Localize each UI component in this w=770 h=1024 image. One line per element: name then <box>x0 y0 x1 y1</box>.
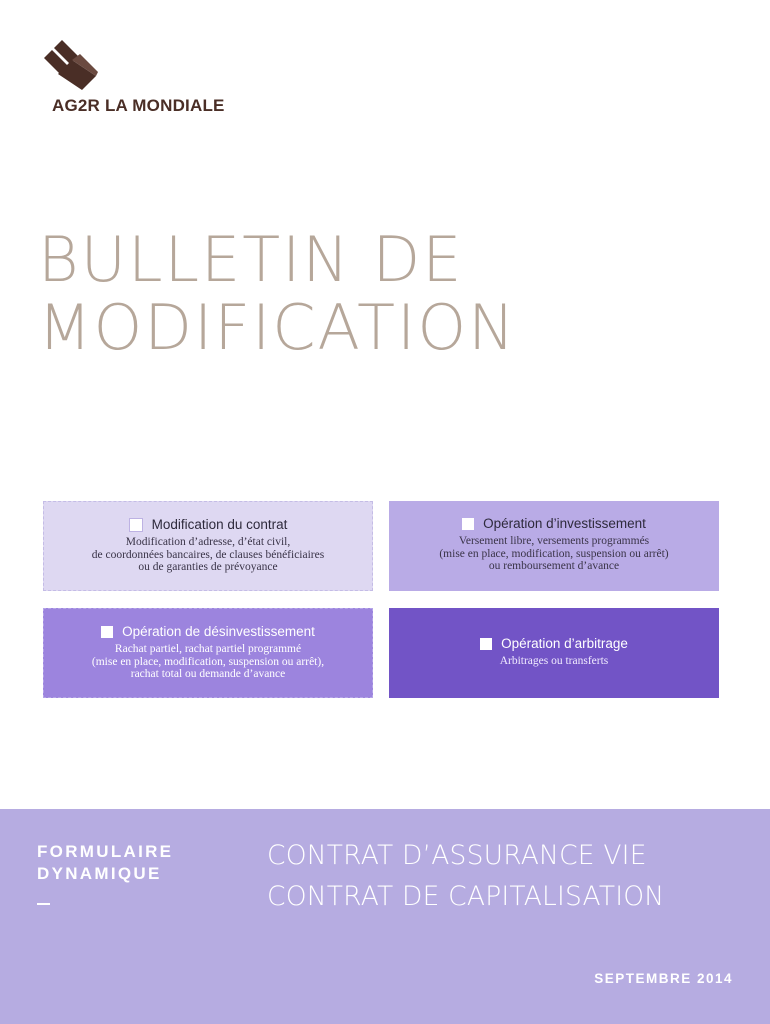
card-heading: Opération d’arbitrage <box>501 636 628 651</box>
checkbox-icon[interactable] <box>101 626 113 638</box>
checkbox-icon[interactable] <box>480 638 492 650</box>
card-heading-row <box>389 636 719 651</box>
form-label <box>37 841 173 885</box>
title-line-1: BULLETIN DE <box>38 223 464 296</box>
card-heading: Modification du contrat <box>151 517 288 532</box>
contract-line-1: CONTRAT D’ASSURANCE VIE <box>267 840 647 871</box>
card-heading: Opération de désinvestissement <box>122 624 315 639</box>
form-label-line-1: FORMULAIRE <box>37 842 174 861</box>
card-operation-desinvestissement[interactable] <box>43 608 373 698</box>
card-heading-row <box>389 516 719 531</box>
publication-date: SEPTEMBRE 2014 <box>594 971 733 986</box>
form-label-line-2: DYNAMIQUE <box>37 864 162 883</box>
brand-logo-icon <box>38 36 102 100</box>
divider-dash <box>37 903 50 905</box>
contract-types <box>267 835 664 917</box>
card-modification-contrat[interactable] <box>43 501 373 591</box>
card-heading-row <box>44 517 372 532</box>
card-description: Versement libre, versements programmés (mise en place, modification, suspension ou arrêt) ou remboursement d’avance <box>439 535 669 572</box>
page-title <box>38 223 517 364</box>
card-operation-investissement[interactable] <box>389 501 719 591</box>
brand-name: AG2R LA MONDIALE <box>52 96 225 115</box>
contract-line-2: CONTRAT DE CAPITALISATION <box>267 881 665 912</box>
card-description: Arbitrages ou transferts <box>499 655 609 667</box>
title-line-2: MODIFICATION <box>38 291 517 364</box>
card-heading-row <box>44 624 372 639</box>
checkbox-icon[interactable] <box>462 518 474 530</box>
card-description: Modification d’adresse, d’état civil, de coordonnées bancaires, de clauses bénéficiaires ou de garanties de prévoyance <box>91 536 325 573</box>
card-description: Rachat partiel, rachat partiel programmé (mise en place, modification, suspension ou arrêt), rachat total ou demande d’avance <box>91 643 325 680</box>
checkbox-icon[interactable] <box>129 518 143 532</box>
card-heading: Opération d’investissement <box>483 516 646 531</box>
footer-band <box>0 809 770 1024</box>
card-operation-arbitrage[interactable] <box>389 608 719 698</box>
